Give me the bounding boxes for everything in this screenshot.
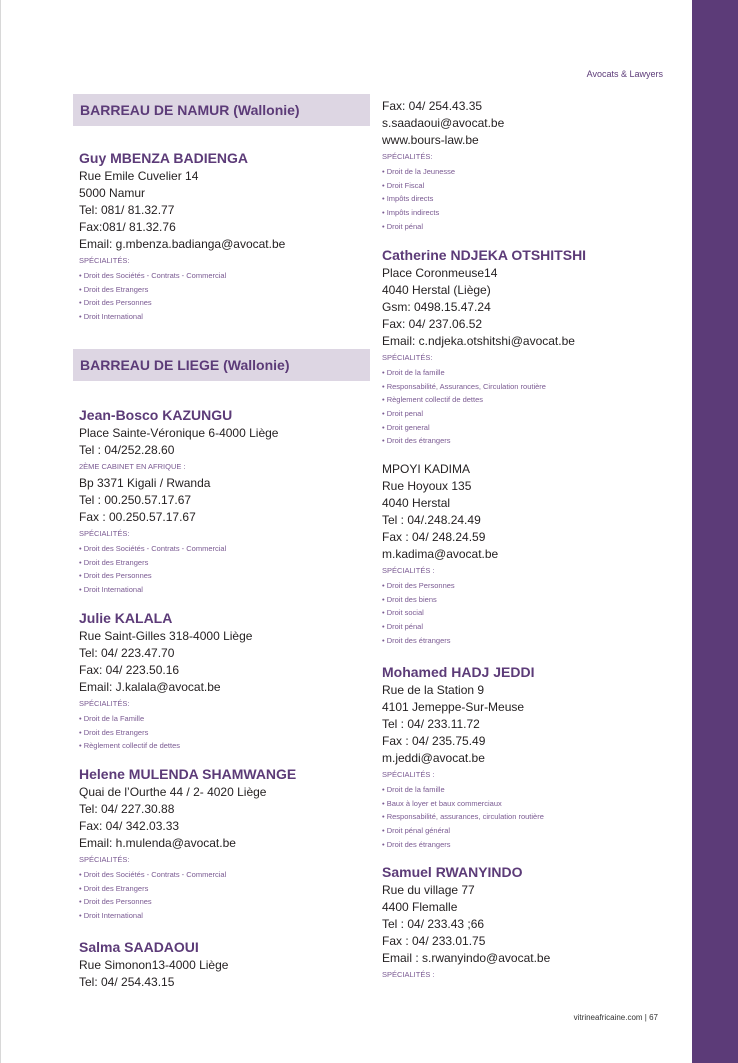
contact-line: Rue Simonon13-4000 Liège	[79, 958, 229, 972]
section-header-namur: BARREAU DE NAMUR (Wallonie)	[73, 94, 370, 126]
contact-line: Place Coronmeuse14	[382, 266, 498, 280]
contact-line: Tel : 04/252.28.60	[79, 443, 175, 457]
specialty-item: • Impôts directs	[382, 194, 434, 204]
contact-line: 4040 Herstal	[382, 496, 451, 510]
lawyer-name: Guy MBENZA BADIENGA	[79, 150, 249, 166]
lawyer-name: Helene MULENDA SHAMWANGE	[79, 766, 297, 782]
specialty-item: • Droit de la Jeunesse	[382, 167, 456, 176]
contact-line: Fax: 04/ 254.43.35	[382, 99, 483, 113]
lawyer-entry	[79, 937, 379, 991]
specialty-item: • Droit des Sociétés - Contrats - Commercial	[79, 271, 227, 280]
contact-line: 4400 Flemalle	[382, 900, 458, 914]
contact-line: Gsm: 0498.15.47.24	[382, 300, 491, 314]
contact-line: Tel : 04/ 233.11.72	[382, 717, 480, 731]
contact-line: Rue Hoyoux 135	[382, 479, 472, 493]
specialty-item: • Droit International	[79, 312, 143, 322]
contact-line: Rue du village 77	[382, 883, 475, 897]
specialties-label: SPÉCIALITÉS:	[79, 855, 130, 864]
contact-line: m.jeddi@avocat.be	[382, 751, 485, 765]
lawyer-entry	[382, 461, 682, 647]
specialties-label: SPÉCIALITÉS:	[79, 256, 130, 265]
specialty-item: • Droit International	[79, 911, 143, 921]
contact-line: 4040 Herstal (Liège)	[382, 283, 491, 297]
contact-line: Tel: 04/ 254.43.15	[79, 975, 175, 989]
lawyer-entry	[382, 862, 682, 983]
lawyer-name: Salma SAADAOUI	[79, 939, 199, 955]
section-header-liege: BARREAU DE LIEGE (Wallonie)	[73, 349, 370, 381]
specialty-item: • Droit des Sociétés - Contrats - Commercial	[79, 870, 227, 879]
specialty-item: • Droit general	[382, 422, 430, 432]
lawyer-name: Mohamed HADJ JEDDI	[382, 664, 535, 680]
specialty-item: • Droit des Personnes	[79, 571, 152, 581]
lawyer-entry	[382, 662, 682, 851]
contact-line: Rue Emile Cuvelier 14	[79, 169, 199, 183]
specialty-item: • Droit social	[382, 608, 424, 618]
contact-line: Fax: 04/ 342.03.33	[79, 819, 180, 833]
specialty-item: • Droit des étrangers	[382, 635, 451, 645]
specialty-item: • Droit des Etrangers	[79, 557, 149, 567]
specialty-item: • Droit des Personnes	[79, 298, 152, 308]
contact-line: Fax : 04/ 235.75.49	[382, 734, 486, 748]
specialty-item: • Règlement collectif de dettes	[79, 741, 181, 751]
lawyer-entry	[79, 148, 379, 324]
page-footer: vitrineafricaine.com | 67	[573, 1013, 658, 1022]
lawyer-entry	[79, 764, 379, 923]
second-office-line: Bp 3371 Kigali / Rwanda	[79, 476, 211, 490]
specialty-item: • Impôts indirects	[382, 208, 440, 218]
specialty-item: • Droit des Etrangers	[79, 883, 149, 893]
specialty-item: • Droit de la Famille	[79, 714, 145, 723]
contact-line: Fax:081/ 81.32.76	[79, 220, 176, 234]
specialty-item: • Droit des Personnes	[79, 897, 152, 907]
running-head: Avocats & Lawyers	[586, 69, 663, 79]
specialties-label: SPÉCIALITÉS :	[382, 770, 435, 779]
specialty-item: • Droit des étrangers	[382, 436, 451, 446]
page-edge	[0, 0, 1, 1063]
specialty-item: • Règlement collectif de dettes	[382, 395, 484, 405]
contact-line: Tel: 081/ 81.32.77	[79, 203, 175, 217]
contact-line: Fax : 04/ 248.24.59	[382, 530, 486, 544]
specialty-item: • Droit des biens	[382, 594, 437, 604]
specialty-item: • Droit Fiscal	[382, 180, 425, 190]
contact-line: s.saadaoui@avocat.be	[382, 116, 505, 130]
specialty-item: • Responsabilité, Assurances, Circulation routière	[382, 381, 546, 391]
specialty-item: • Droit penal	[382, 409, 423, 419]
contact-line: 4101 Jemeppe-Sur-Meuse	[382, 700, 525, 714]
lawyer-name: Julie KALALA	[79, 610, 173, 626]
contact-line: Fax : 04/ 233.01.75	[382, 934, 486, 948]
contact-line: Tel: 04/ 227.30.88	[79, 802, 175, 816]
contact-line: Quai de l’Ourthe 44 / 2- 4020 Liège	[79, 785, 267, 799]
contact-line: Email: J.kalala@avocat.be	[79, 680, 221, 694]
contact-line: Rue Saint-Gilles 318-4000 Liège	[79, 629, 253, 643]
specialty-item: • Droit des Etrangers	[79, 727, 149, 737]
contact-line: Rue de la Station 9	[382, 683, 485, 697]
specialties-label: SPÉCIALITÉS :	[382, 566, 435, 575]
specialties-label: SPÉCIALITÉS:	[79, 529, 130, 538]
second-office-line: Fax : 00.250.57.17.67	[79, 510, 196, 524]
second-office-label: 2ÈME CABINET EN AFRIQUE :	[79, 462, 186, 471]
specialty-item: • Responsabilité, assurances, circulation routière	[382, 812, 544, 822]
contact-line: MPOYI KADIMA	[382, 462, 471, 476]
contact-line: Fax: 04/ 223.50.16	[79, 663, 180, 677]
specialty-item: • Droit pénal	[382, 622, 423, 632]
contact-line: Fax: 04/ 237.06.52	[382, 317, 483, 331]
specialty-item: • Baux à loyer et baux commerciaux	[382, 798, 502, 808]
specialty-item: • Droit pénal général	[382, 826, 451, 836]
contact-line: Tel : 04/ 233.43 ;66	[382, 917, 485, 931]
purple-sidebar-band	[692, 0, 738, 1063]
specialty-item: • Droit pénal	[382, 221, 423, 231]
lawyer-entry	[382, 98, 682, 233]
specialty-item: • Droit des Sociétés - Contrats - Commercial	[79, 544, 227, 553]
contact-line: Tel: 04/ 223.47.70	[79, 646, 175, 660]
lawyer-entry	[79, 405, 379, 597]
contact-line: Email: h.mulenda@avocat.be	[79, 836, 236, 850]
contact-line: Tel : 04/.248.24.49	[382, 513, 481, 527]
specialty-item: • Droit des Personnes	[382, 581, 455, 590]
lawyer-entry	[382, 245, 682, 448]
lawyer-name: Catherine NDJEKA OTSHITSHI	[382, 247, 587, 263]
second-office-line: Tel : 00.250.57.17.67	[79, 493, 192, 507]
lawyer-entry	[79, 608, 379, 753]
contact-line: Email : s.rwanyindo@avocat.be	[382, 951, 551, 965]
specialties-label: SPÉCIALITÉS:	[79, 699, 130, 708]
contact-line: Place Sainte-Véronique 6-4000 Liège	[79, 426, 279, 440]
contact-line: m.kadima@avocat.be	[382, 547, 499, 561]
specialties-label: SPÉCIALITÉS :	[382, 970, 435, 979]
contact-line: Email: g.mbenza.badianga@avocat.be	[79, 237, 286, 251]
contact-line: www.bours-law.be	[382, 133, 479, 147]
specialty-item: • Droit International	[79, 585, 143, 595]
lawyer-name: Jean-Bosco KAZUNGU	[79, 407, 233, 423]
specialty-item: • Droit des étrangers	[382, 839, 451, 849]
specialties-label: SPÉCIALITÉS:	[382, 152, 433, 161]
contact-line: 5000 Namur	[79, 186, 146, 200]
specialty-item: • Droit de la famille	[382, 368, 445, 377]
specialty-item: • Droit des Etrangers	[79, 284, 149, 294]
specialty-item: • Droit de la famille	[382, 785, 445, 794]
contact-line: Email: c.ndjeka.otshitshi@avocat.be	[382, 334, 575, 348]
lawyer-name: Samuel RWANYINDO	[382, 864, 523, 880]
specialties-label: SPÉCIALITÉS:	[382, 353, 433, 362]
